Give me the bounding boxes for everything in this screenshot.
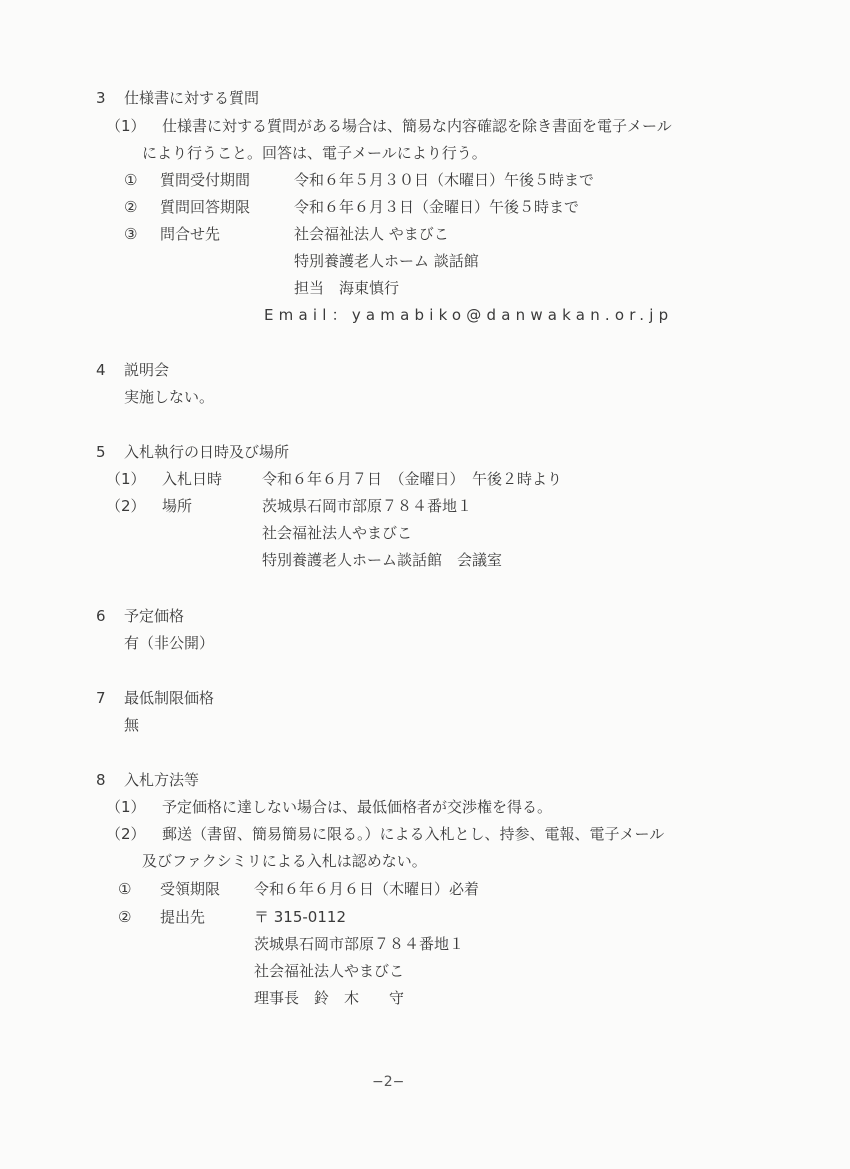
s5-place-line-2: 社会福祉法人やまびこ <box>262 524 413 542</box>
s8-representative: 理事長 鈴 木 守 <box>254 989 405 1007</box>
s8-para-1-text: 予定価格に達しない場合は、最低価格者が交渉権を得る。 <box>162 798 553 816</box>
section-7-number: 7 <box>96 689 106 707</box>
s8-item-1-label: 受領期限 <box>160 880 221 898</box>
s8-item-1-number: ① <box>118 880 132 898</box>
section-4-number: 4 <box>96 361 106 379</box>
s3-contact-line-1: 社会福祉法人 やまびこ <box>294 225 449 243</box>
s3-item-3-number: ③ <box>124 225 138 243</box>
section-3-number: 3 <box>96 89 106 107</box>
section-3-para-1-line-2: により行うこと。回答は、電子メールにより行う。 <box>142 144 487 162</box>
section-3-para-1-number: （1） <box>106 117 146 135</box>
s8-para-2-number: （2） <box>106 825 146 843</box>
s8-para-2-line-1: 郵送（書留、簡易簡易に限る。）による入札とし、持参、電報、電子メール <box>162 825 665 843</box>
s8-organization: 社会福祉法人やまびこ <box>254 962 405 980</box>
page-number: −2− <box>372 1074 405 1090</box>
s3-contact-email: Email：yamabiko@danwakan.or.jp <box>264 306 674 324</box>
s3-item-2-label: 質問回答期限 <box>160 198 251 216</box>
section-3-para-1-line-1: 仕様書に対する質問がある場合は、簡易な内容確認を除き書面を電子メール <box>162 117 672 135</box>
s3-item-2-number: ② <box>124 198 138 216</box>
section-5-number: 5 <box>96 443 106 461</box>
section-3-title: 仕様書に対する質問 <box>124 89 260 107</box>
s3-item-1-number: ① <box>124 171 138 189</box>
s8-item-2-number: ② <box>118 908 132 926</box>
s5-place-line-3: 特別養護老人ホーム談話館 会議室 <box>262 551 503 569</box>
s5-place-line-1: 茨城県石岡市部原７８４番地１ <box>262 497 473 515</box>
s8-para-1-number: （1） <box>106 798 146 816</box>
s5-place-label: 場所 <box>162 497 193 515</box>
s5-date-value: 令和６年６月７日 （金曜日） 午後２時より <box>262 470 563 488</box>
s3-item-1-label: 質問受付期間 <box>160 171 251 189</box>
section-7-body: 無 <box>124 716 140 734</box>
s3-item-2-value: 令和６年６月３日（金曜日）午後５時まで <box>294 198 580 216</box>
s8-address: 茨城県石岡市部原７８４番地１ <box>254 935 465 953</box>
section-6-body: 有（非公開） <box>124 634 215 652</box>
s8-item-1-value: 令和６年６月６日（木曜日）必着 <box>254 880 480 898</box>
s3-item-1-value: 令和６年５月３０日（木曜日）午後５時まで <box>294 171 595 189</box>
s8-postal-code: 〒 315-0112 <box>254 908 346 926</box>
section-4-body: 実施しない。 <box>124 388 215 406</box>
section-8-number: 8 <box>96 771 106 789</box>
section-4-title: 説明会 <box>124 361 170 379</box>
section-6-title: 予定価格 <box>124 607 185 625</box>
s5-date-number: （1） <box>106 470 146 488</box>
s5-date-label: 入札日時 <box>162 470 223 488</box>
s3-contact-line-3: 担当 海東慎行 <box>294 279 400 297</box>
s8-para-2-line-2: 及びファクシミリによる入札は認めない。 <box>142 852 427 870</box>
section-6-number: 6 <box>96 607 106 625</box>
s3-contact-line-2: 特別養護老人ホーム 談話館 <box>294 252 479 270</box>
section-8-title: 入札方法等 <box>124 771 200 789</box>
section-7-title: 最低制限価格 <box>124 689 215 707</box>
s8-item-2-label: 提出先 <box>160 908 206 926</box>
s5-place-number: （2） <box>106 497 146 515</box>
s3-item-3-label: 問合せ先 <box>160 225 221 243</box>
section-5-title: 入札執行の日時及び場所 <box>124 443 290 461</box>
